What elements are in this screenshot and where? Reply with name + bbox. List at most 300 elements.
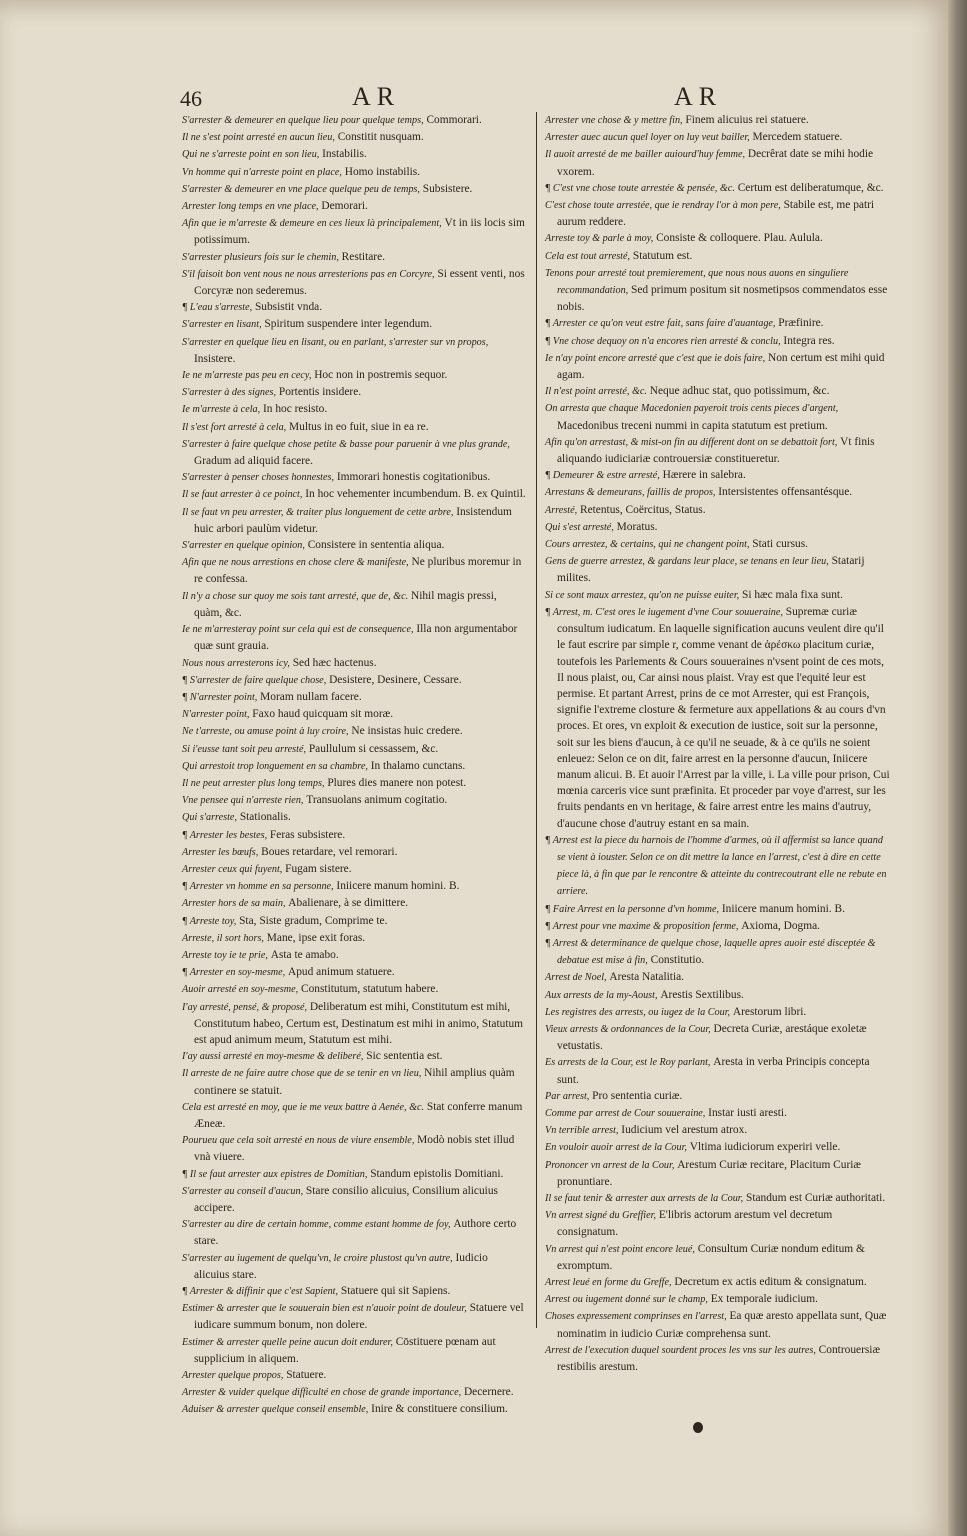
- dictionary-entry: [182, 1384, 526, 1401]
- dictionary-entry: [545, 1105, 891, 1122]
- french-phrase: Arrester quelque propos,: [182, 1370, 284, 1382]
- dictionary-entry: [182, 436, 526, 469]
- dictionary-entry: [545, 1241, 891, 1274]
- latin-equivalent: In thalamo cunctans.: [370, 759, 466, 772]
- page-edge: [948, 0, 967, 1536]
- dictionary-entry: [182, 266, 526, 299]
- latin-equivalent: Intersistentes offensantésque.: [718, 486, 853, 499]
- latin-equivalent: Statuere.: [286, 1369, 327, 1382]
- latin-equivalent: Instabilis.: [322, 148, 367, 161]
- french-phrase: Ne t'arreste, ou amuse point à luy croire,: [182, 726, 349, 738]
- latin-equivalent: Stare consilio alicuius, Consilium alicuius accipere.: [194, 1184, 498, 1214]
- french-phrase: Il s'est fort arresté à cela,: [182, 421, 287, 433]
- dictionary-entry: [545, 265, 891, 316]
- right-column: [545, 112, 891, 1375]
- french-phrase: S'arrester à penser choses honnestes,: [182, 472, 335, 484]
- dictionary-entry: [182, 827, 526, 844]
- french-phrase: S'arrester plusieurs fois sur le chemin,: [182, 251, 339, 263]
- latin-equivalent: Macedonibus treceni nummi in capita statutum est pretium.: [557, 419, 828, 432]
- latin-equivalent: In hoc vehementer incumbendum. B. ex Quintil.: [305, 488, 526, 501]
- dictionary-entry: [182, 181, 526, 198]
- dictionary-entry: [545, 230, 891, 247]
- latin-equivalent: Mercedem statuere.: [752, 131, 843, 144]
- dictionary-entry: [545, 315, 891, 332]
- dictionary-entry: [182, 741, 526, 758]
- french-phrase: S'arrester & demeurer en vne place quelque peu de temps,: [182, 183, 420, 195]
- latin-equivalent: Deliberatum est mihi, Constitutum est mihi, Constitutum habeo, Certum est, Destinatum est mihi in animo, Statutum est apud animum meum, Statutum est mihi.: [194, 1000, 524, 1046]
- french-phrase: S'arrester à des signes,: [182, 387, 277, 399]
- latin-equivalent: Iniicere manum homini. B.: [336, 880, 460, 893]
- french-phrase: Estimer & arrester quelle peine aucun doit endurer,: [182, 1336, 393, 1348]
- dictionary-entry: [182, 486, 526, 503]
- latin-equivalent: Multus in eo fuit, siue in ea re.: [289, 420, 429, 433]
- dictionary-entry: [182, 655, 526, 672]
- latin-equivalent: Restitare.: [341, 250, 386, 263]
- latin-equivalent: Consistere in sententia aliqua.: [307, 539, 445, 552]
- latin-equivalent: Constitutum, statutum habere.: [300, 983, 439, 996]
- french-phrase: Vn homme qui n'arreste point en place,: [182, 166, 342, 178]
- dictionary-entry: [545, 1157, 891, 1190]
- dictionary-entry: [182, 367, 526, 384]
- french-phrase: S'arrester au iugement de quelqu'vn, le croire plustost qu'vn autre,: [182, 1252, 453, 1264]
- dictionary-entry: [182, 706, 526, 723]
- latin-equivalent: Portentis insidere.: [278, 386, 362, 399]
- dictionary-entry: [545, 587, 891, 604]
- latin-equivalent: Axioma, Dogma.: [741, 919, 820, 932]
- french-phrase: ¶ Arrester en soy-mesme,: [182, 967, 286, 979]
- running-head-right: AR: [674, 82, 723, 111]
- dictionary-entry: [545, 502, 891, 519]
- dictionary-entry: [545, 146, 891, 179]
- latin-equivalent: Ne insistas huic credere.: [351, 725, 463, 738]
- latin-equivalent: Modò nobis stet illud vnà viuere.: [194, 1134, 515, 1164]
- dictionary-entry: [182, 964, 526, 981]
- french-phrase: Arrester & vuider quelque difficulté en chose de grande importance,: [182, 1387, 462, 1399]
- dictionary-entry: [182, 878, 526, 895]
- latin-equivalent: Hoc non in postremis sequor.: [314, 369, 448, 382]
- dictionary-entry: [182, 1334, 526, 1367]
- french-phrase: Cours arrestez, & certains, qui ne changent point,: [545, 539, 750, 551]
- latin-equivalent: In hoc resisto.: [262, 403, 328, 416]
- latin-equivalent: Finem alicuius rei statuere.: [685, 114, 809, 126]
- french-phrase: On arresta que chaque Macedonien payeroit trois cents pieces d'argent,: [545, 403, 839, 415]
- dictionary-entry: [545, 400, 891, 433]
- french-phrase: ¶ Arrester les bestes,: [182, 829, 268, 841]
- latin-equivalent: Fugam sistere.: [285, 862, 352, 875]
- dictionary-entry: [182, 401, 526, 418]
- dictionary-entry: [182, 299, 526, 316]
- french-phrase: Gens de guerre arrestez, & gardans leur place, se tenans en leur lieu,: [545, 556, 829, 568]
- dictionary-entry: [545, 484, 891, 501]
- latin-equivalent: Pro sententia curiæ.: [592, 1089, 683, 1102]
- french-phrase: Ie n'ay point encore arresté que c'est que ie dois faire,: [545, 352, 766, 364]
- dictionary-entry: [545, 553, 891, 586]
- dictionary-entry: [182, 1250, 526, 1283]
- french-phrase: En vouloir auoir arrest de la Cour,: [545, 1142, 687, 1154]
- french-phrase: Si i'eusse tant soit peu arresté,: [182, 743, 307, 755]
- french-phrase: Estimer & arrester que le souuerain bien est n'auoir point de douleur,: [182, 1303, 467, 1315]
- french-phrase: Arrest de Noel,: [545, 972, 607, 984]
- left-column: [182, 112, 526, 1419]
- dictionary-entry: [182, 1367, 526, 1384]
- dictionary-entry: [182, 999, 526, 1049]
- dictionary-entry: [545, 383, 891, 400]
- dictionary-entry: [182, 198, 526, 215]
- french-phrase: Vne pensee qui n'arreste rien,: [182, 795, 304, 807]
- french-phrase: ¶ Arreste toy,: [182, 915, 237, 927]
- latin-equivalent: Si essent venti, nos Corcyræ non sederemus.: [194, 267, 525, 298]
- french-phrase: Il ne s'est point arresté en aucun lieu,: [182, 132, 335, 144]
- dictionary-entry: [182, 1048, 526, 1065]
- latin-equivalent: Apud animum statuere.: [288, 966, 395, 979]
- latin-equivalent: Stabile est, me patri aurum reddere.: [557, 199, 875, 229]
- french-phrase: ¶ C'est vne chose toute arrestée & pensée, &c.: [545, 182, 735, 194]
- french-phrase: Afin que ne nous arrestions en chose clere & manifeste,: [182, 557, 409, 569]
- latin-equivalent: Inire & constituere consilium.: [371, 1403, 508, 1416]
- latin-equivalent: Instar iusti aresti.: [708, 1106, 787, 1119]
- dictionary-entry: [545, 536, 891, 553]
- french-phrase: Il n'est point arresté, &c.: [545, 386, 647, 398]
- dictionary-entry: [182, 334, 526, 367]
- dictionary-entry: [545, 129, 891, 146]
- french-phrase: S'arrester & demeurer en quelque lieu pour quelque temps,: [182, 115, 424, 126]
- latin-equivalent: Arestorum libri.: [732, 1005, 807, 1018]
- latin-equivalent: Consiste & colloquere. Plau. Aulula.: [656, 232, 823, 245]
- french-phrase: ¶ Faire Arrest en la personne d'vn homme,: [545, 903, 720, 915]
- dictionary-entry: [182, 1065, 526, 1098]
- french-phrase: S'arrester en quelque opinion,: [182, 540, 305, 552]
- latin-equivalent: Spiritum suspendere inter legendum.: [264, 318, 433, 331]
- french-phrase: S'arrester au dire de certain homme, comme estant homme de foy,: [182, 1219, 451, 1231]
- french-phrase: Aduiser & arrester quelque conseil ensemble,: [182, 1404, 369, 1416]
- latin-equivalent: Supremæ curiæ consultum iudicatum. En laquelle signification aucuns veulent dire qu'il le faut escrire par simple r, comme venant de ἀρέσκω placitum curiæ, toutefois les Parlements & Cours souueraines n'vsent point de ces mots, Il nous plaist, ou, Car ainsi nous plaist. Vray est que l'equité leur est permise. Et partant Arrest, prins de ce mot Arrester, qui est François, signifie l'extreme closture & fermeture aux appellations & au cours d'vn proces. Et ores, vn exploit & execution de iustice, soit sur la personne, soit sur les biens d'aucun, à ce qu'il ne seuade, & à ce qu'ils ne soient enleuez: Selon ce on dit, faire arrest en la personne d'aucun, Iniicere manum alicui. B. Et auoir l'Arrest par la ville, i. La ville pour prison, Cui mœnia carceris vice sunt præfinita. Et proceder par voye d'arrest, sur les fruits pendants en vn heritage, & faire arrest entre les mains d'autruy, d'aucune chose d'autruy estant en sa main.: [557, 605, 890, 830]
- dictionary-entry: [182, 384, 526, 401]
- dictionary-entry: [545, 1207, 891, 1240]
- ink-dot: [693, 1422, 703, 1433]
- latin-equivalent: Sta, Siste gradum, Comprime te.: [239, 914, 388, 927]
- french-phrase: Nous nous arresterons icy,: [182, 657, 290, 669]
- french-phrase: Arrester les bœufs,: [182, 846, 259, 858]
- latin-equivalent: Moratus.: [616, 520, 658, 533]
- dictionary-entry: [182, 758, 526, 775]
- french-phrase: N'arrester point,: [182, 709, 250, 721]
- latin-equivalent: Decernere.: [463, 1386, 514, 1399]
- french-phrase: Arrester long temps en vne place,: [182, 201, 319, 213]
- french-phrase: Es arrests de la Cour, est le Roy parlant,: [545, 1057, 711, 1069]
- french-phrase: ¶ Arrest, m. C'est ores le iugement d'vne Cour souueraine,: [545, 606, 783, 618]
- french-phrase: Il auoit arresté de me bailler auiourd'huy femme,: [545, 149, 746, 161]
- latin-equivalent: Constitit nusquam.: [337, 131, 424, 144]
- latin-equivalent: Ne pluribus moremur in re confessa.: [194, 556, 522, 586]
- dictionary-entry: [545, 1342, 891, 1375]
- french-phrase: ¶ Arrester ce qu'on veut estre fait, sans faire d'auantage,: [545, 318, 776, 330]
- latin-equivalent: Homo instabilis.: [344, 165, 421, 178]
- french-phrase: Qui ne s'arreste point en son lieu,: [182, 149, 320, 161]
- latin-equivalent: Illa non argumentabor quæ sunt grauia.: [194, 623, 518, 653]
- latin-equivalent: Vltima iudiciorum experiri velle.: [689, 1141, 841, 1154]
- latin-equivalent: Subsistere.: [422, 182, 473, 195]
- french-phrase: Si ce sont maux arrestez, qu'on ne puisse euiter,: [545, 589, 740, 601]
- dictionary-entry: [182, 689, 526, 706]
- french-phrase: S'arrester à faire quelque chose petite & basse pour paruenir à vne plus grande,: [182, 438, 510, 450]
- french-phrase: Cela est arresté en moy, que ie me veux battre à Aenée, &c.: [182, 1101, 425, 1113]
- french-phrase: Vieux arrests & ordonnances de la Cour,: [545, 1023, 711, 1035]
- latin-equivalent: Asta te amabo.: [270, 948, 339, 961]
- page-number: 46: [180, 86, 202, 111]
- dictionary-entry: [182, 419, 526, 436]
- latin-equivalent: Si hæc mala fixa sunt.: [742, 588, 843, 601]
- dictionary-entry: [545, 1274, 891, 1291]
- dictionary-entry: [545, 1308, 891, 1341]
- latin-equivalent: Moram nullam facere.: [260, 690, 362, 703]
- latin-equivalent: Mane, ipse exit foras.: [266, 931, 366, 944]
- dictionary-entry: [182, 792, 526, 809]
- french-phrase: Arrestans & demeurans, faillis de propos,: [545, 487, 716, 499]
- dictionary-entry: [545, 350, 891, 383]
- latin-equivalent: Statarij milites.: [557, 555, 865, 585]
- dictionary-entry: [545, 1122, 891, 1139]
- dictionary-entry: [182, 861, 526, 878]
- dictionary-entry: [182, 809, 526, 826]
- french-phrase: Il se faut vn peu arrester, & traiter plus longuement de cette arbre,: [182, 506, 454, 518]
- latin-equivalent: Consultum Curiæ nondum editum & exromptum.: [557, 1242, 865, 1272]
- french-phrase: ¶ Arrest est la piece du harnois de l'homme d'armes, où il affermist sa lance quand se vient à iouster. Selon ce on dit mettre la lance en l'arrest, c'est à dire en cette piece là, à fin que par le rencontre & atteinte du contrecoutrant elle ne rebute en arriere.: [545, 834, 887, 898]
- french-phrase: Vn arrest qui n'est point encore leué,: [545, 1243, 695, 1255]
- french-phrase: Arrest ou iugement donné sur le champ,: [545, 1294, 708, 1306]
- french-phrase: ¶ Vne chose dequoy on n'a encores rien arresté & conclu,: [545, 335, 781, 347]
- dictionary-entry: [182, 504, 526, 537]
- latin-equivalent: Iniicere manum homini. B.: [721, 902, 845, 915]
- latin-equivalent: Nihil magis pressi, quàm, &c.: [194, 589, 497, 619]
- french-phrase: ¶ Il se faut arrester aux epistres de Domitian,: [182, 1168, 368, 1180]
- dictionary-entry: [545, 1021, 891, 1054]
- latin-equivalent: Certum est deliberatumque, &c.: [737, 181, 884, 194]
- latin-equivalent: Neque adhuc stat, quo potissimum, &c.: [649, 385, 830, 398]
- dictionary-entry: [545, 1190, 891, 1207]
- dictionary-entry: [182, 554, 526, 587]
- latin-equivalent: Demorari.: [321, 200, 368, 213]
- dictionary-entry: [545, 604, 891, 832]
- french-phrase: Afin qu'on arrestast, & mist-on fin au different dont on se debattoit fort,: [545, 436, 838, 448]
- latin-equivalent: Stationalis.: [239, 811, 291, 824]
- french-phrase: C'est chose toute arrestée, que ie rendray l'or à mon pere,: [545, 200, 781, 212]
- dictionary-entry: [182, 1166, 526, 1183]
- dictionary-entry: [182, 947, 526, 964]
- dictionary-entry: [182, 164, 526, 181]
- french-phrase: Il se faut arrester à ce poinct,: [182, 489, 303, 501]
- dictionary-entry: [545, 832, 891, 901]
- latin-equivalent: Arestis Sextilibus.: [660, 988, 744, 1001]
- french-phrase: S'arrester en lisant,: [182, 319, 262, 331]
- dictionary-entry: [182, 215, 526, 248]
- latin-equivalent: E'libris actorum arestum vel decretum consignatum.: [557, 1209, 833, 1239]
- latin-equivalent: Commorari.: [426, 114, 482, 126]
- latin-equivalent: Standum epistolis Domitiani.: [370, 1167, 504, 1180]
- latin-equivalent: Vt finis aliquando iudiciariæ controuersiæ constitueretur.: [557, 435, 875, 466]
- latin-equivalent: Hærere in salebra.: [662, 469, 746, 482]
- latin-equivalent: Aresta in verba Principis concepta sunt.: [557, 1056, 870, 1086]
- latin-equivalent: Vt in iis locis sim potissimum.: [194, 217, 525, 247]
- latin-equivalent: Abalienare, à se dimittere.: [288, 897, 409, 910]
- french-phrase: Ie ne m'arreste pas peu en cecy,: [182, 370, 312, 382]
- french-phrase: Pourueu que cela soit arresté en nous de viure ensemble,: [182, 1135, 415, 1147]
- dictionary-entry: [182, 249, 526, 266]
- latin-equivalent: Feras subsistere.: [269, 828, 346, 841]
- dictionary-entry: [545, 333, 891, 350]
- french-phrase: Arrester ceux qui fuyent,: [182, 863, 283, 875]
- dictionary-entry: [182, 469, 526, 486]
- dictionary-entry: [182, 1283, 526, 1300]
- french-phrase: Arreste toy & parle à moy,: [545, 233, 654, 245]
- dictionary-entry: [182, 930, 526, 947]
- dictionary-entry: [182, 129, 526, 146]
- french-phrase: Arrest de l'execution duquel sourdent proces les vns sur les autres,: [545, 1344, 816, 1356]
- french-phrase: Qui s'est arresté,: [545, 521, 614, 533]
- dictionary-entry: [182, 146, 526, 163]
- french-phrase: Arreste, il sort hors,: [182, 932, 264, 944]
- latin-equivalent: Sed hæc hactenus.: [292, 656, 377, 669]
- latin-equivalent: Insistendum huic arbori paulùm videtur.: [194, 505, 512, 535]
- dictionary-entry: [182, 1183, 526, 1216]
- french-phrase: I'ay arresté, pensé, & proposé,: [182, 1001, 308, 1013]
- dictionary-entry: [182, 1099, 526, 1132]
- latin-equivalent: Cōstituere pœnam aut supplicium in aliquem.: [194, 1335, 496, 1365]
- dictionary-entry: [545, 112, 891, 129]
- dictionary-entry: [545, 467, 891, 484]
- latin-equivalent: Retentus, Coërcitus, Status.: [579, 503, 706, 516]
- dictionary-entry: [545, 1054, 891, 1087]
- dictionary-entry: [182, 981, 526, 998]
- latin-equivalent: Decrêrat date se mihi hodie vxorem.: [557, 148, 874, 178]
- dictionary-entry: [182, 537, 526, 554]
- french-phrase: Il se faut tenir & arrester aux arrests de la Cour,: [545, 1193, 744, 1204]
- latin-equivalent: Aresta Natalitia.: [609, 971, 685, 984]
- latin-equivalent: Plures dies manere non potest.: [327, 776, 467, 789]
- latin-equivalent: Non certum est mihi quid agam.: [557, 351, 885, 382]
- french-phrase: Arrester auec aucun quel loyer on luy veut bailler,: [545, 132, 750, 144]
- latin-equivalent: Statuere vel iudicare summum bonum, non dolere.: [194, 1302, 524, 1332]
- french-phrase: Ie m'arreste à cela,: [182, 404, 261, 416]
- dictionary-entry: [182, 1300, 526, 1333]
- latin-equivalent: Controuersiæ restibilis arestum.: [557, 1343, 881, 1374]
- dictionary-entry: [545, 519, 891, 536]
- french-phrase: ¶ S'arrester de faire quelque chose,: [182, 674, 327, 686]
- latin-equivalent: Integra res.: [783, 334, 835, 347]
- french-phrase: ¶ Arrester & diffinir que c'est Sapient,: [182, 1286, 339, 1298]
- french-phrase: ¶ L'eau s'arreste,: [182, 302, 253, 314]
- latin-equivalent: Decretum ex actis editum & consignatum.: [674, 1276, 867, 1289]
- dictionary-entry: [182, 913, 526, 930]
- dictionary-entry: [182, 1132, 526, 1165]
- running-head-left: AR: [352, 82, 401, 111]
- dictionary-entry: [182, 775, 526, 792]
- latin-equivalent: Præfinire.: [778, 317, 824, 330]
- latin-equivalent: Decreta Curiæ, arestáque exoletæ vetustatis.: [557, 1022, 867, 1053]
- latin-equivalent: Standum est Curiæ authoritati.: [745, 1192, 886, 1204]
- dictionary-entry: [545, 901, 891, 918]
- dictionary-entry: [545, 987, 891, 1004]
- latin-equivalent: Ea quæ aresto appellata sunt, Quæ nominatim in iudicio Curiæ comprehensa sunt.: [557, 1310, 887, 1340]
- french-phrase: Vn terrible arrest,: [545, 1125, 619, 1137]
- french-phrase: Choses expressement comprinses en l'arrest,: [545, 1311, 727, 1323]
- french-phrase: I'ay aussi arresté en moy-mesme & deliberé,: [182, 1051, 364, 1063]
- dictionary-entry: [545, 1139, 891, 1156]
- latin-equivalent: Paullulum si cessassem, &c.: [308, 742, 439, 755]
- french-phrase: S'arrester au conseil d'aucun,: [182, 1185, 304, 1197]
- dictionary-entry: [182, 1401, 526, 1418]
- dictionary-entry: [545, 935, 891, 969]
- latin-equivalent: Transuolans animum cogitatio.: [306, 794, 448, 807]
- latin-equivalent: Stat conferre manum Æneæ.: [194, 1100, 523, 1130]
- french-phrase: ¶ Arrest pour vne maxime & proposition ferme,: [545, 920, 739, 932]
- dictionary-entry: [545, 197, 891, 230]
- dictionary-entry: [182, 316, 526, 333]
- latin-equivalent: Sic sententia est.: [366, 1050, 443, 1063]
- latin-equivalent: Statuere qui sit Sapiens.: [340, 1285, 451, 1298]
- french-phrase: Qui arrestoit trop longuement en sa chambre,: [182, 760, 368, 772]
- french-phrase: Prononcer vn arrest de la Cour,: [545, 1159, 675, 1171]
- dictionary-entry: [182, 621, 526, 654]
- dictionary-entry: [545, 969, 891, 986]
- dictionary-entry: [182, 672, 526, 689]
- french-phrase: Qui s'arreste,: [182, 812, 238, 824]
- dictionary-entry: [545, 1291, 891, 1308]
- dictionary-entry: [545, 918, 891, 935]
- french-phrase: Arrester vne chose & y mettre fin,: [545, 115, 683, 126]
- french-phrase: Il n'y a chose sur quoy me sois tant arresté, que de, &c.: [182, 590, 409, 602]
- dictionary-entry: [545, 1004, 891, 1021]
- french-phrase: ¶ Arrester vn homme en sa personne,: [182, 881, 334, 893]
- french-phrase: Ie ne m'arresteray point sur cela qui est de consequence,: [182, 624, 414, 636]
- french-phrase: Aux arrests de la my-Aoust,: [545, 989, 658, 1001]
- dictionary-entry: [182, 895, 526, 912]
- french-phrase: Arrester hors de sa main,: [182, 898, 286, 910]
- french-phrase: S'arrester en quelque lieu en lisant, ou en parlant, s'arrester sur vn propos,: [182, 336, 489, 348]
- dictionary-entry: [545, 434, 891, 467]
- french-phrase: Il ne peut arrester plus long temps,: [182, 777, 325, 789]
- french-phrase: Arrest leué en forme du Greffe,: [545, 1277, 672, 1289]
- french-phrase: Les registres des arrests, ou iugez de la Cour,: [545, 1006, 731, 1018]
- latin-equivalent: Constitutio.: [650, 954, 705, 967]
- french-phrase: ¶ Demeurer & estre arresté,: [545, 470, 660, 482]
- dictionary-entry: [545, 1088, 891, 1105]
- french-phrase: Comme par arrest de Cour souueraine,: [545, 1107, 706, 1119]
- latin-equivalent: Subsistit vnda.: [254, 301, 323, 314]
- latin-equivalent: Boues retardare, vel remorari.: [261, 845, 398, 858]
- dictionary-entry: [182, 844, 526, 861]
- latin-equivalent: Gradum ad aliquid facere.: [194, 455, 313, 468]
- french-phrase: Vn arrest signé du Greffier,: [545, 1210, 657, 1222]
- french-phrase: ¶ Arrest & determinance de quelque chose, laquelle apres auoir esté disceptée & debatue est mise à fin,: [545, 937, 876, 967]
- column-divider: [536, 112, 537, 1328]
- latin-equivalent: Iudicium vel arestum atrox.: [621, 1124, 748, 1137]
- latin-equivalent: Faxo haud quicquam sit moræ.: [252, 708, 394, 721]
- french-phrase: Cela est tout arresté,: [545, 250, 631, 262]
- dictionary-entry: [182, 112, 526, 129]
- dictionary-entry: [545, 180, 891, 197]
- french-phrase: Il arreste de ne faire autre chose que de se tenir en vn lieu,: [182, 1068, 422, 1080]
- latin-equivalent: Statutum est.: [632, 249, 693, 262]
- latin-equivalent: Authore certo stare.: [194, 1218, 517, 1248]
- french-phrase: Auoir arresté en soy-mesme,: [182, 984, 299, 996]
- latin-equivalent: Stati cursus.: [752, 538, 808, 551]
- latin-equivalent: Desistere, Desinere, Cessare.: [329, 673, 462, 686]
- french-phrase: ¶ N'arrester point,: [182, 691, 258, 703]
- french-phrase: S'il faisoit bon vent nous ne nous arresterions pas en Corcyre,: [182, 268, 435, 280]
- french-phrase: Par arrest,: [545, 1090, 590, 1102]
- latin-equivalent: Immorari honestis cogitationibus.: [336, 471, 491, 484]
- french-phrase: Arresté,: [545, 504, 578, 516]
